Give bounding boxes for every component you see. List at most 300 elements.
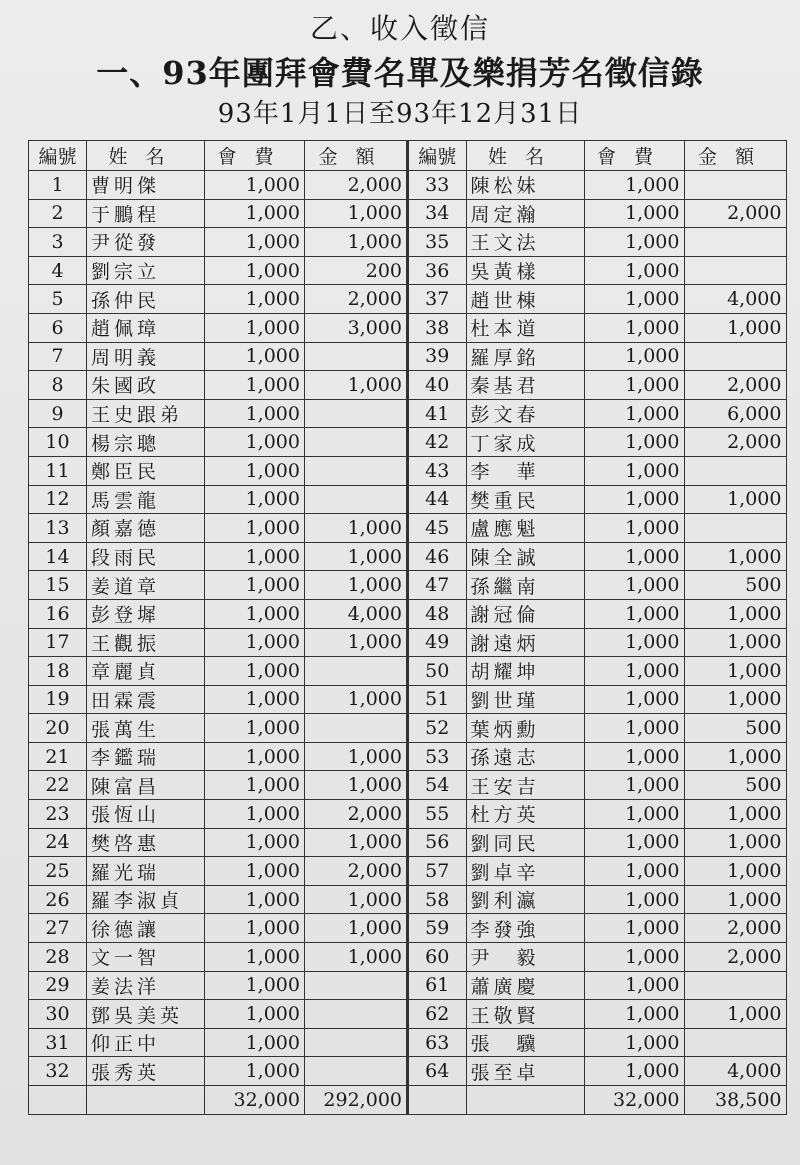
row-number: 6 (29, 313, 87, 342)
member-name: 李發強 (466, 914, 584, 943)
donation-amount: 1,000 (684, 628, 786, 657)
table-row (29, 571, 407, 600)
row-number: 60 (408, 943, 466, 972)
row-number: 39 (408, 342, 466, 371)
member-name: 段雨民 (87, 542, 205, 571)
member-name: 劉同民 (466, 828, 584, 857)
row-number: 47 (408, 571, 466, 600)
row-number: 33 (408, 171, 466, 200)
member-name: 鄧吳美英 (87, 1000, 205, 1029)
table-row (29, 771, 407, 800)
table-row (408, 514, 786, 543)
table-row (29, 971, 407, 1000)
donation-amount (305, 399, 407, 428)
donation-amount: 1,000 (305, 742, 407, 771)
table-row (29, 285, 407, 314)
table-row (29, 514, 407, 543)
row-number: 43 (408, 456, 466, 485)
table-row (29, 428, 407, 457)
membership-fee: 1,000 (584, 971, 684, 1000)
table-row (408, 599, 786, 628)
membership-fee: 1,000 (205, 371, 305, 400)
ledger-table-right (407, 140, 787, 1115)
section-heading: 乙、收入徵信 (309, 12, 490, 45)
donation-amount: 2,000 (305, 285, 407, 314)
table-row (408, 685, 786, 714)
donation-amount: 1,000 (305, 628, 407, 657)
donation-amount (305, 1000, 407, 1029)
ledger-body-left (29, 171, 407, 1086)
member-name: 孫仲民 (87, 285, 205, 314)
donation-amount: 200 (305, 256, 407, 285)
donation-amount: 2,000 (684, 199, 786, 228)
row-number: 27 (29, 914, 87, 943)
table-row (408, 857, 786, 886)
table-row (408, 1028, 786, 1057)
member-name: 曹明傑 (87, 171, 205, 200)
membership-fee: 1,000 (205, 771, 305, 800)
donation-amount: 1,000 (305, 542, 407, 571)
member-name: 樊重民 (466, 485, 584, 514)
ledger-table-left (28, 140, 407, 1115)
row-number: 4 (29, 256, 87, 285)
row-number: 25 (29, 857, 87, 886)
table-row (408, 571, 786, 600)
column-header-fee: 會費 (205, 141, 305, 171)
column-header-name: 姓名 (466, 141, 584, 171)
donation-amount (305, 714, 407, 743)
member-name: 徐德讓 (87, 914, 205, 943)
donation-amount: 1,000 (305, 771, 407, 800)
donation-amount (684, 514, 786, 543)
table-row (29, 313, 407, 342)
donation-amount: 1,000 (684, 857, 786, 886)
row-number: 8 (29, 371, 87, 400)
membership-fee: 1,000 (584, 1000, 684, 1029)
row-number: 12 (29, 485, 87, 514)
membership-fee: 1,000 (584, 399, 684, 428)
table-row (29, 456, 407, 485)
table-row (408, 971, 786, 1000)
row-number: 30 (29, 1000, 87, 1029)
membership-fee: 1,000 (584, 285, 684, 314)
donation-amount: 1,000 (305, 371, 407, 400)
ledger-tables (28, 140, 784, 1115)
row-number: 58 (408, 885, 466, 914)
donation-amount: 6,000 (684, 399, 786, 428)
member-name: 楊宗聰 (87, 428, 205, 457)
row-number: 61 (408, 971, 466, 1000)
donation-amount: 1,000 (305, 914, 407, 943)
table-row (408, 742, 786, 771)
membership-fee: 1,000 (584, 914, 684, 943)
donation-amount: 1,000 (305, 571, 407, 600)
table-row (29, 857, 407, 886)
row-number: 24 (29, 828, 87, 857)
column-header-no: 編號 (408, 141, 466, 171)
membership-fee: 1,000 (584, 171, 684, 200)
table-row (29, 943, 407, 972)
row-number: 32 (29, 1057, 87, 1086)
row-number: 53 (408, 742, 466, 771)
member-name: 于鵬程 (87, 199, 205, 228)
member-name: 張恆山 (87, 800, 205, 829)
donation-amount (684, 171, 786, 200)
member-name: 王敬賢 (466, 1000, 584, 1029)
membership-fee: 1,000 (584, 456, 684, 485)
table-row (408, 399, 786, 428)
member-name: 李 華 (466, 456, 584, 485)
member-name: 謝冠倫 (466, 599, 584, 628)
row-number: 28 (29, 943, 87, 972)
table-row (29, 1000, 407, 1029)
membership-fee: 1,000 (205, 1057, 305, 1086)
row-number: 1 (29, 171, 87, 200)
donation-amount (684, 256, 786, 285)
donation-amount: 1,000 (684, 742, 786, 771)
row-number: 14 (29, 542, 87, 571)
row-number: 63 (408, 1028, 466, 1057)
row-number: 3 (29, 228, 87, 257)
donation-amount: 2,000 (305, 800, 407, 829)
donation-amount: 2,000 (684, 914, 786, 943)
table-row (29, 628, 407, 657)
donation-amount: 3,000 (305, 313, 407, 342)
membership-fee: 1,000 (205, 685, 305, 714)
membership-fee: 1,000 (584, 771, 684, 800)
membership-fee: 1,000 (584, 428, 684, 457)
row-number: 2 (29, 199, 87, 228)
table-row (29, 914, 407, 943)
row-number: 55 (408, 800, 466, 829)
table-row (29, 371, 407, 400)
donation-amount: 1,000 (684, 313, 786, 342)
table-row (29, 171, 407, 200)
row-number: 64 (408, 1057, 466, 1086)
membership-fee: 1,000 (584, 943, 684, 972)
membership-fee: 1,000 (205, 285, 305, 314)
column-header-no: 編號 (29, 141, 87, 171)
table-row (29, 828, 407, 857)
column-header-amount: 金額 (305, 141, 407, 171)
member-name: 張 驥 (466, 1028, 584, 1057)
membership-fee: 1,000 (205, 885, 305, 914)
table-row (29, 685, 407, 714)
column-header-name: 姓名 (87, 141, 205, 171)
row-number: 22 (29, 771, 87, 800)
member-name: 姜道章 (87, 571, 205, 600)
row-number: 41 (408, 399, 466, 428)
member-name: 樊啓惠 (87, 828, 205, 857)
row-number: 15 (29, 571, 87, 600)
table-row (29, 342, 407, 371)
member-name: 王安吉 (466, 771, 584, 800)
table-row (29, 399, 407, 428)
table-row (408, 171, 786, 200)
table-row (408, 313, 786, 342)
row-number: 50 (408, 657, 466, 686)
member-name: 劉卓辛 (466, 857, 584, 886)
table-row (408, 285, 786, 314)
table-row (408, 714, 786, 743)
row-number: 46 (408, 542, 466, 571)
member-name: 趙世棟 (466, 285, 584, 314)
donation-amount: 1,000 (684, 542, 786, 571)
total-blank (466, 1086, 584, 1115)
membership-fee: 1,000 (205, 828, 305, 857)
membership-fee: 1,000 (205, 313, 305, 342)
member-name: 丁家成 (466, 428, 584, 457)
member-name: 羅光瑞 (87, 857, 205, 886)
member-name: 周明義 (87, 342, 205, 371)
donation-amount (305, 485, 407, 514)
table-row (29, 542, 407, 571)
member-name: 張秀英 (87, 1057, 205, 1086)
membership-fee: 1,000 (205, 571, 305, 600)
total-blank (29, 1086, 87, 1115)
member-name: 李鑑瑞 (87, 742, 205, 771)
member-name: 盧應魁 (466, 514, 584, 543)
donation-amount (684, 228, 786, 257)
donation-amount (305, 1028, 407, 1057)
date-range: 93年1月1日至93年12月31日 (217, 99, 583, 129)
donation-amount (305, 342, 407, 371)
total-amount: 292,000 (305, 1086, 407, 1115)
membership-fee: 1,000 (584, 1057, 684, 1086)
row-number: 35 (408, 228, 466, 257)
member-name: 彭文春 (466, 399, 584, 428)
member-name: 吳黃樣 (466, 256, 584, 285)
membership-fee: 1,000 (584, 485, 684, 514)
membership-fee: 1,000 (205, 657, 305, 686)
membership-fee: 1,000 (205, 599, 305, 628)
membership-fee: 1,000 (584, 1028, 684, 1057)
membership-fee: 1,000 (205, 199, 305, 228)
row-number: 29 (29, 971, 87, 1000)
member-name: 羅李淑貞 (87, 885, 205, 914)
donation-amount: 1,000 (684, 1000, 786, 1029)
donation-amount: 1,000 (684, 800, 786, 829)
column-header-amount: 金額 (684, 141, 786, 171)
row-number: 45 (408, 514, 466, 543)
table-row (408, 428, 786, 457)
table-row (408, 342, 786, 371)
member-name: 田霖震 (87, 685, 205, 714)
table-row (408, 256, 786, 285)
member-name: 葉炳勳 (466, 714, 584, 743)
table-row (408, 771, 786, 800)
table-row (408, 199, 786, 228)
membership-fee: 1,000 (584, 371, 684, 400)
donation-amount (684, 971, 786, 1000)
row-number: 18 (29, 657, 87, 686)
membership-fee: 1,000 (205, 485, 305, 514)
table-row (29, 1028, 407, 1057)
membership-fee: 1,000 (584, 514, 684, 543)
row-number: 56 (408, 828, 466, 857)
donation-amount (305, 971, 407, 1000)
membership-fee: 1,000 (205, 857, 305, 886)
row-number: 17 (29, 628, 87, 657)
table-row (408, 800, 786, 829)
donation-amount: 1,000 (305, 943, 407, 972)
row-number: 40 (408, 371, 466, 400)
table-row (408, 456, 786, 485)
member-name: 仰正中 (87, 1028, 205, 1057)
donation-amount: 1,000 (684, 657, 786, 686)
donation-amount: 1,000 (305, 228, 407, 257)
row-number: 38 (408, 313, 466, 342)
member-name: 杜方英 (466, 800, 584, 829)
member-name: 姜法洋 (87, 971, 205, 1000)
donation-amount: 2,000 (684, 371, 786, 400)
donation-amount: 1,000 (305, 514, 407, 543)
table-row (408, 914, 786, 943)
membership-fee: 1,000 (205, 714, 305, 743)
membership-fee: 1,000 (205, 399, 305, 428)
donation-amount: 1,000 (305, 828, 407, 857)
row-number: 10 (29, 428, 87, 457)
member-name: 蕭廣慶 (466, 971, 584, 1000)
row-number: 19 (29, 685, 87, 714)
table-row (29, 885, 407, 914)
table-row (408, 228, 786, 257)
membership-fee: 1,000 (205, 628, 305, 657)
member-name: 王觀振 (87, 628, 205, 657)
member-name: 王文法 (466, 228, 584, 257)
row-number: 42 (408, 428, 466, 457)
header-row (29, 141, 407, 171)
member-name: 朱國政 (87, 371, 205, 400)
table-row (408, 943, 786, 972)
donation-amount: 4,000 (305, 599, 407, 628)
donation-amount: 500 (684, 571, 786, 600)
total-blank (408, 1086, 466, 1115)
membership-fee: 1,000 (205, 514, 305, 543)
row-number: 36 (408, 256, 466, 285)
row-number: 62 (408, 1000, 466, 1029)
row-number: 52 (408, 714, 466, 743)
table-row (408, 542, 786, 571)
header-row (408, 141, 786, 171)
table-row (408, 657, 786, 686)
membership-fee: 1,000 (205, 800, 305, 829)
table-row (408, 1000, 786, 1029)
total-row (408, 1086, 786, 1115)
membership-fee: 1,000 (205, 428, 305, 457)
row-number: 37 (408, 285, 466, 314)
table-row (29, 714, 407, 743)
member-name: 陳全誠 (466, 542, 584, 571)
table-row (29, 1057, 407, 1086)
member-name: 孫遠志 (466, 742, 584, 771)
row-number: 31 (29, 1028, 87, 1057)
row-number: 51 (408, 685, 466, 714)
table-row (29, 199, 407, 228)
membership-fee: 1,000 (584, 685, 684, 714)
row-number: 48 (408, 599, 466, 628)
donation-amount: 4,000 (684, 1057, 786, 1086)
donation-amount: 500 (684, 714, 786, 743)
membership-fee: 1,000 (584, 885, 684, 914)
donation-amount: 2,000 (684, 428, 786, 457)
member-name: 周定瀚 (466, 199, 584, 228)
membership-fee: 1,000 (584, 599, 684, 628)
donation-amount: 1,000 (684, 828, 786, 857)
column-header-fee: 會費 (584, 141, 684, 171)
table-row (29, 742, 407, 771)
donation-amount: 1,000 (684, 885, 786, 914)
member-name: 鄭臣民 (87, 456, 205, 485)
donation-amount: 1,000 (684, 599, 786, 628)
membership-fee: 1,000 (584, 857, 684, 886)
row-number: 34 (408, 199, 466, 228)
member-name: 劉世瑾 (466, 685, 584, 714)
member-name: 陳富昌 (87, 771, 205, 800)
membership-fee: 1,000 (584, 800, 684, 829)
row-number: 54 (408, 771, 466, 800)
donation-amount (305, 456, 407, 485)
table-row (29, 800, 407, 829)
membership-fee: 1,000 (205, 256, 305, 285)
membership-fee: 1,000 (205, 742, 305, 771)
member-name: 尹從發 (87, 228, 205, 257)
table-row (408, 485, 786, 514)
row-number: 59 (408, 914, 466, 943)
row-number: 7 (29, 342, 87, 371)
membership-fee: 1,000 (584, 542, 684, 571)
donation-amount: 2,000 (684, 943, 786, 972)
member-name: 胡耀坤 (466, 657, 584, 686)
membership-fee: 1,000 (205, 542, 305, 571)
table-row (408, 828, 786, 857)
donation-amount: 1,000 (305, 685, 407, 714)
membership-fee: 1,000 (205, 943, 305, 972)
donation-amount: 1,000 (305, 199, 407, 228)
donation-amount: 1,000 (684, 485, 786, 514)
membership-fee: 1,000 (584, 313, 684, 342)
membership-fee: 1,000 (205, 1000, 305, 1029)
row-number: 16 (29, 599, 87, 628)
member-name: 劉利瀛 (466, 885, 584, 914)
donation-amount (684, 456, 786, 485)
member-name: 謝遠炳 (466, 628, 584, 657)
donation-amount: 1,000 (305, 885, 407, 914)
membership-fee: 1,000 (584, 199, 684, 228)
member-name: 彭登墀 (87, 599, 205, 628)
table-row (29, 657, 407, 686)
row-number: 49 (408, 628, 466, 657)
membership-fee: 1,000 (205, 971, 305, 1000)
member-name: 王史跟弟 (87, 399, 205, 428)
membership-fee: 1,000 (205, 1028, 305, 1057)
membership-fee: 1,000 (584, 714, 684, 743)
row-number: 11 (29, 456, 87, 485)
member-name: 劉宗立 (87, 256, 205, 285)
donation-amount: 2,000 (305, 171, 407, 200)
row-number: 21 (29, 742, 87, 771)
row-number: 13 (29, 514, 87, 543)
row-number: 26 (29, 885, 87, 914)
row-number: 5 (29, 285, 87, 314)
row-number: 44 (408, 485, 466, 514)
membership-fee: 1,000 (584, 571, 684, 600)
member-name: 陳松妹 (466, 171, 584, 200)
donation-amount (305, 428, 407, 457)
member-name: 趙佩璋 (87, 313, 205, 342)
membership-fee: 1,000 (584, 742, 684, 771)
member-name: 文一智 (87, 943, 205, 972)
